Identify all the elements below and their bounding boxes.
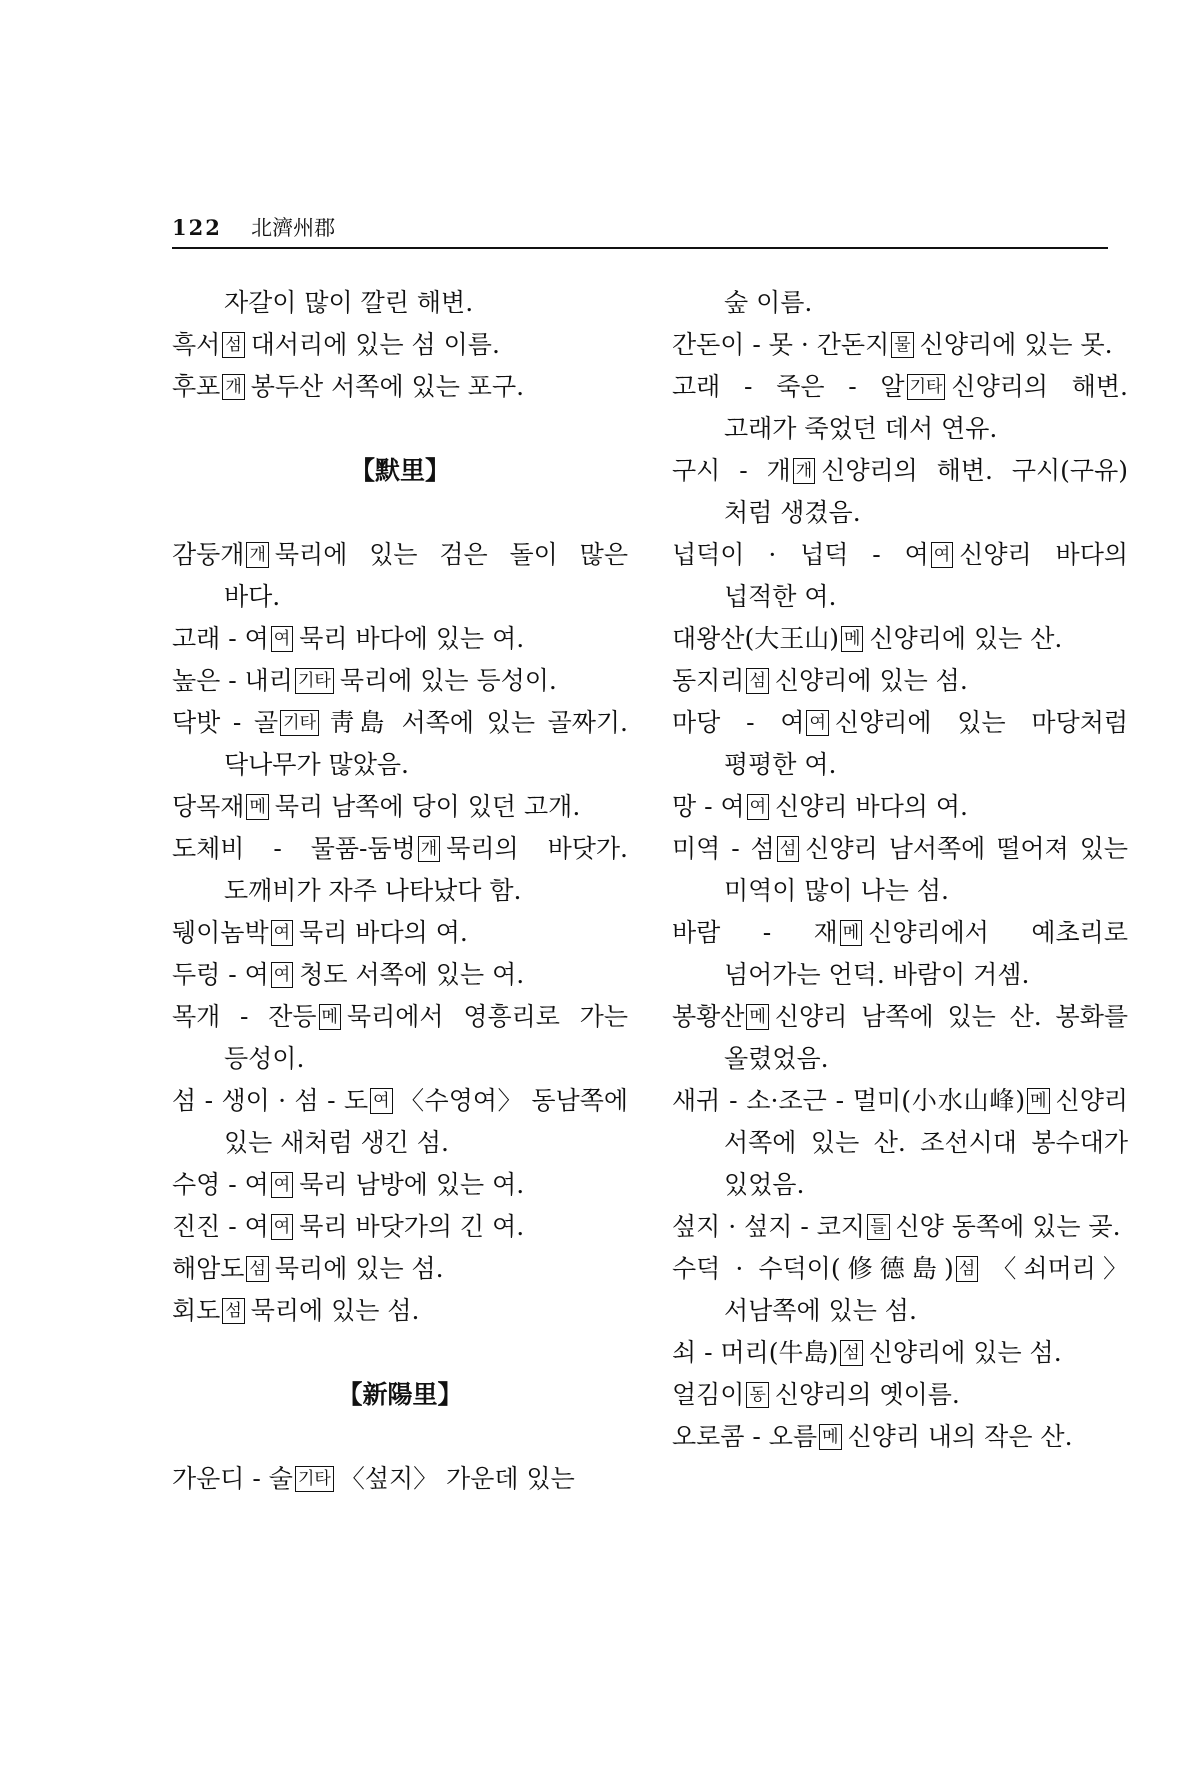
dictionary-entry bbox=[172, 1458, 628, 1500]
entry-headword: 새귀 - 소·조근 - 멀미(小水山峰) bbox=[672, 1086, 1026, 1115]
entry-definition: 묵리 남쪽에 당이 있던 고개. bbox=[274, 792, 581, 821]
category-tag: 여 bbox=[271, 626, 293, 652]
dictionary-entry bbox=[672, 996, 1128, 1080]
dictionary-entry bbox=[172, 912, 628, 954]
dictionary-entry bbox=[672, 534, 1128, 618]
category-tag: 여 bbox=[271, 1214, 293, 1240]
dictionary-entry bbox=[672, 324, 1128, 366]
dictionary-entry bbox=[672, 1332, 1128, 1374]
entry-definition: 신양리의 해변. 구시(구유)처럼 생겼음. bbox=[724, 456, 1128, 527]
entry-definition: 묵리 바다의 여. bbox=[299, 918, 468, 947]
category-tag: 메 bbox=[319, 1004, 341, 1030]
entry-definition: 신양리에 있는 못. bbox=[919, 330, 1113, 359]
entry-definition: 신양리에 있는 섬. bbox=[868, 1338, 1062, 1367]
category-tag: 여 bbox=[271, 920, 293, 946]
dictionary-entry bbox=[672, 1416, 1128, 1458]
dictionary-entry bbox=[672, 660, 1128, 702]
entry-headword: 도체비 - 물품-둠벙 bbox=[172, 834, 416, 863]
entry-definition: 대서리에 있는 섬 이름. bbox=[250, 330, 500, 359]
entry-continuation: 자갈이 많이 깔린 해변. bbox=[224, 288, 474, 317]
category-tag: 여 bbox=[370, 1088, 392, 1114]
entry-headword: 동지리 bbox=[672, 666, 745, 695]
entry-definition: 묵리 바다에 있는 여. bbox=[299, 624, 525, 653]
entry-headword: 흑서 bbox=[172, 330, 221, 359]
category-tag: 개 bbox=[222, 374, 244, 400]
entry-definition: 〈쇠머리〉 서남쪽에 있는 섬. bbox=[724, 1254, 1128, 1325]
entry-headword: 넙덕이 · 넙덕 - 여 bbox=[672, 540, 929, 569]
category-tag: 개 bbox=[793, 458, 815, 484]
entry-headword: 바람 - 재 bbox=[672, 918, 838, 947]
entry-definition: 묵리 바닷가의 긴 여. bbox=[299, 1212, 525, 1241]
entry-definition: 묵리에 있는 섬. bbox=[274, 1254, 444, 1283]
dictionary-entry bbox=[172, 618, 628, 660]
dictionary-entry bbox=[672, 618, 1128, 660]
category-tag: 메 bbox=[246, 794, 268, 820]
dictionary-entry bbox=[172, 324, 628, 366]
dictionary-entry bbox=[672, 1206, 1128, 1248]
entry-definition: 묵리에 있는 섬. bbox=[250, 1296, 420, 1325]
entry-headword: 후포 bbox=[172, 372, 221, 401]
entry-definition: 신양리에 있는 산. bbox=[869, 624, 1063, 653]
dictionary-entry bbox=[172, 1080, 628, 1164]
category-tag: 메 bbox=[1027, 1088, 1049, 1114]
category-tag: 동 bbox=[746, 1382, 768, 1408]
category-tag: 메 bbox=[819, 1424, 841, 1450]
entry-definition: 신양리 바다의 여. bbox=[775, 792, 968, 821]
entry-headword: 뒝이놈박 bbox=[172, 918, 269, 947]
category-tag: 섬 bbox=[777, 836, 799, 862]
dictionary-entry bbox=[672, 366, 1128, 450]
entry-headword: 오로콤 - 오름 bbox=[672, 1422, 818, 1451]
category-tag: 메 bbox=[840, 920, 862, 946]
dictionary-entry bbox=[172, 366, 628, 408]
entry-headword: 얼김이 bbox=[672, 1380, 745, 1409]
entry-definition: 봉두산 서쪽에 있는 포구. bbox=[250, 372, 525, 401]
entry-headword: 고래 - 죽은 - 알 bbox=[672, 372, 905, 401]
dictionary-entry bbox=[672, 912, 1128, 996]
category-tag: 여 bbox=[747, 794, 769, 820]
category-tag: 섬 bbox=[746, 668, 768, 694]
entry-definition: 청도 서쪽에 있는 여. bbox=[299, 960, 525, 989]
section-heading: 【默里】 bbox=[349, 456, 450, 485]
entry-definition: 묵리에서 영흥리로 가는 등성이. bbox=[224, 1002, 628, 1073]
entry-headword: 망 - 여 bbox=[672, 792, 745, 821]
entry-headword: 마당 - 여 bbox=[672, 708, 805, 737]
entry-headword: 진진 - 여 bbox=[172, 1212, 269, 1241]
entry-headword: 봉황산 bbox=[672, 1002, 745, 1031]
entry-definition: 신양리에 있는 섬. bbox=[774, 666, 968, 695]
category-tag: 기타 bbox=[295, 1466, 334, 1492]
category-tag: 여 bbox=[271, 1172, 293, 1198]
category-tag: 물 bbox=[891, 332, 913, 358]
dictionary-entry bbox=[172, 660, 628, 702]
entry-definition: 신양리의 해변. 고래가 죽었던 데서 연유. bbox=[724, 372, 1128, 443]
entry-headword: 감둥개 bbox=[172, 540, 245, 569]
category-tag: 여 bbox=[931, 542, 953, 568]
dictionary-entry bbox=[172, 1248, 628, 1290]
page-number: 122 bbox=[172, 215, 222, 240]
entry-definition: 신양리 서쪽에 있는 산. 조선시대 봉수대가 있었음. bbox=[724, 1086, 1128, 1199]
entry-definition: 신양리 남서쪽에 떨어져 있는 미역이 많이 나는 섬. bbox=[724, 834, 1128, 905]
entry-definition: 신양리에 있는 마당처럼 평평한 여. bbox=[724, 708, 1128, 779]
entry-definition: 〈섶지〉 가운데 있는 bbox=[339, 1464, 575, 1493]
dictionary-entry bbox=[172, 786, 628, 828]
section-heading: 【新陽里】 bbox=[337, 1380, 463, 1409]
category-tag: 개 bbox=[246, 542, 268, 568]
entry-definition: 신양리 내의 작은 산. bbox=[847, 1422, 1073, 1451]
dictionary-entry bbox=[172, 1206, 628, 1248]
category-tag: 메 bbox=[746, 1004, 768, 1030]
category-tag: 메 bbox=[841, 626, 863, 652]
entry-definition: 〈수영여〉 동남쪽에 있는 새처럼 생긴 섬. bbox=[224, 1086, 628, 1157]
dictionary-entry bbox=[672, 1374, 1128, 1416]
dictionary-entry bbox=[672, 450, 1128, 534]
category-tag: 들 bbox=[867, 1214, 889, 1240]
category-tag: 섬 bbox=[222, 1298, 244, 1324]
entry-headword: 간돈이 - 못 · 간돈지 bbox=[672, 330, 890, 359]
entry-headword: 섶지 · 섶지 - 코지 bbox=[672, 1212, 866, 1241]
category-tag: 여 bbox=[271, 962, 293, 988]
entry-headword: 구시 - 개 bbox=[672, 456, 791, 485]
entry-headword: 가운디 - 술 bbox=[172, 1464, 293, 1493]
entry-headword: 섬 - 생이 · 섬 - 도 bbox=[172, 1086, 369, 1115]
dictionary-entry bbox=[172, 996, 628, 1080]
dictionary-entry bbox=[672, 1080, 1128, 1206]
entry-definition: 묵리에 있는 등성이. bbox=[339, 666, 557, 695]
entry-headword: 높은 - 내리 bbox=[172, 666, 293, 695]
entry-headword: 미역 - 섬 bbox=[672, 834, 775, 863]
category-tag: 기타 bbox=[280, 710, 319, 736]
entry-definition: 靑島 서쪽에 있는 골짜기. 닥나무가 많았음. bbox=[224, 708, 628, 779]
entry-definition: 신양리 바다의 넙적한 여. bbox=[724, 540, 1128, 611]
dictionary-entry bbox=[172, 534, 628, 618]
category-tag: 기타 bbox=[907, 374, 946, 400]
entry-definition: 신양 동쪽에 있는 곶. bbox=[895, 1212, 1121, 1241]
entry-definition: 묵리 남방에 있는 여. bbox=[299, 1170, 525, 1199]
page-header bbox=[172, 212, 1107, 248]
entry-headword: 두렁 - 여 bbox=[172, 960, 269, 989]
dictionary-entry bbox=[172, 828, 628, 912]
category-tag: 섬 bbox=[840, 1340, 862, 1366]
dictionary-entry bbox=[172, 1164, 628, 1206]
entry-headword: 회도 bbox=[172, 1296, 221, 1325]
entry-headword: 수덕 · 수덕이(修德島) bbox=[672, 1254, 954, 1283]
entry-continuation: 숲 이름. bbox=[724, 288, 813, 317]
category-tag: 섬 bbox=[222, 332, 244, 358]
entry-headword: 쇠 - 머리(牛島) bbox=[672, 1338, 839, 1367]
entry-headword: 닥밧 - 골 bbox=[172, 708, 279, 737]
category-tag: 섬 bbox=[246, 1256, 268, 1282]
category-tag: 개 bbox=[418, 836, 440, 862]
entry-definition: 신양리 남쪽에 있는 산. 봉화를 올렸었음. bbox=[724, 1002, 1128, 1073]
entry-definition: 신양리의 옛이름. bbox=[774, 1380, 960, 1409]
dictionary-entry bbox=[672, 702, 1128, 786]
category-tag: 여 bbox=[806, 710, 828, 736]
entry-headword: 수영 - 여 bbox=[172, 1170, 269, 1199]
dictionary-entry bbox=[172, 954, 628, 996]
category-tag: 섬 bbox=[956, 1256, 978, 1282]
entry-definition: 묵리에 있는 검은 돌이 많은 바다. bbox=[224, 540, 628, 611]
entry-headword: 해암도 bbox=[172, 1254, 245, 1283]
dictionary-entry bbox=[672, 1248, 1128, 1332]
dictionary-entry bbox=[672, 828, 1128, 912]
header-rule bbox=[172, 247, 1108, 249]
page-title: 北濟州郡 bbox=[251, 216, 336, 240]
left-column bbox=[172, 282, 628, 1500]
dictionary-entry bbox=[172, 1290, 628, 1332]
dictionary-entry bbox=[172, 702, 628, 786]
entry-headword: 고래 - 여 bbox=[172, 624, 269, 653]
entry-headword: 당목재 bbox=[172, 792, 245, 821]
dictionary-entry bbox=[672, 786, 1128, 828]
right-column bbox=[672, 282, 1128, 1458]
category-tag: 기타 bbox=[295, 668, 334, 694]
entry-definition: 묵리의 바닷가. 도깨비가 자주 나타났다 함. bbox=[224, 834, 629, 905]
entry-definition: 신양리에서 예초리로 넘어가는 언덕. 바람이 거셈. bbox=[724, 918, 1128, 989]
entry-headword: 대왕산(大王山) bbox=[672, 624, 839, 653]
entry-headword: 목개 - 잔등 bbox=[172, 1002, 317, 1031]
